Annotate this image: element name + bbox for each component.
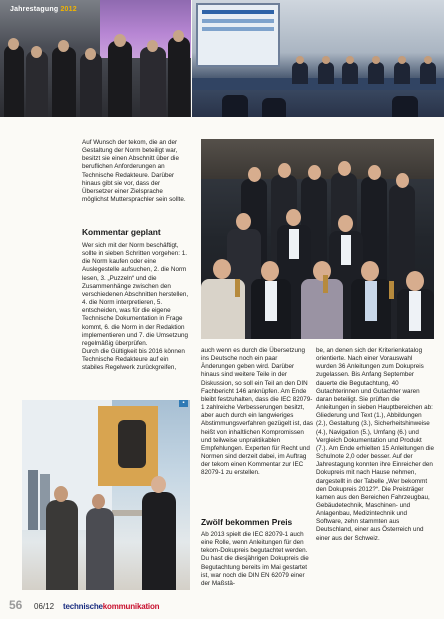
- article-paragraph: Ab 2013 spielt die IEC 82079-1 auch eine Rolle, wenn Anleitungen für den tekom-Dokupreis begutachtet werden. Du hast die diesjährigen Dokupreis die Begutachtung bereits im Mai gestartet ist, war noch die DIN EN 62079 einer der Maßstä-: [201, 531, 309, 587]
- issue-label: 06/12: [34, 602, 55, 611]
- exhibition-booth-photo: [22, 400, 190, 590]
- event-photo-panel: [192, 0, 444, 117]
- section-heading: Kommentar geplant: [82, 227, 161, 237]
- event-photo-audience: [0, 0, 191, 117]
- section-tag-year: 2012: [60, 6, 77, 13]
- award-winners-photo: [201, 139, 434, 339]
- article-paragraph: Wer sich mit der Norm beschäftigt, sollte in sieben Schritten vorgehen: 1. die Norm kaufen oder eine Auslegestelle aufsuchen, 2. die Norm lesen, 3. „Puzzeln“ und die Zusammenhänge zwischen den verschiedenen Abschnitten herstellen, 4. die Norm interpretieren, 5. entscheiden, was für die eigene Technische Dokumentation in Frage kommt, 6. die Norm in der Redaktion implementieren und 7. die Umsetzung regelmäßig überprüfen.: [82, 242, 189, 347]
- article-text-block: [82, 242, 191, 373]
- section-heading: Zwölf bekommen Preis: [201, 517, 293, 527]
- article-paragraph: Auf Wunsch der tekom, die an der Gestaltung der Norm beteiligt war, besitzt sie einen Abschnitt über die beruflichen Anforderungen an Technische Redakteure. Darüber hinaus gibt sie vor, dass der Übersetzer einer Zielsprache möglichst Muttersprachler sein sollte.: [82, 139, 186, 204]
- section-tag-label: Jahrestagung: [10, 6, 59, 13]
- article-paragraph: be, an denen sich der Kriterienkatalog orientierte. Nach einer Vorauswahl wurden 36 Anleitungen zum Dokupreis zugelassen. Bis Anfang September dauerte die Begutachtung, 40 Gutachterinnen und Gutachter waren daran beteiligt. Sie prüften die Anleitungen in sieben Hauptbereichen ab: Gliederung und Text (1.), Abbildungen (2.), Gestaltung (3.), Sicherheitshinweise (4.), Navigation (5.), Umfang (6.) und Vergleich Dokumentation und Produkt (7.). Am Ende erhielten 15 Anleitungen die Schulnote 2,0 oder besser. Auf der Jahrestagung konnten ihre Einreicher den Dokupreis mit nach Hause nehmen, dargestellt in der Tabelle „Wer bekommt den Dokupreis 2012?“. Die Preisträger kamen aus den Bereichen Fahrzeugbau, Gebäudetechnik, Maschinen- und Anlagenbau, Medizintechnik und Software, zehn stammten aus Deutschland, einer aus Österreich und einer aus der Schweiz.: [316, 347, 434, 542]
- article-paragraph: auch wenn es durch die Übersetzung ins Deutsche noch ein paar Änderungen geben wird. Darüber hinaus sind weitere Teile in der Diskussion, so soll ein Teil an den DIN Fachbericht 146 anknüpfen. Am Ende bleibt festzuhalten, dass die IEC 82079-1 zahlreiche Verbesserungen besitzt, aber auch durch ein langwieriges Abstimmungsverfahren gezügelt ist, das heißt von inhaltlichen Kompromissen und teilweise unpraktikablen Empfehlungen. Experten für Recht und Normen sind derzeit dabei, im Auftrag der tekom einen Kommentar zur IEC 82079-1 zu erstellen.: [201, 347, 314, 477]
- magazine-logo-part1: technische: [63, 602, 103, 611]
- article-paragraph: Durch die Gültigkeit bis 2016 können Technische Redakteure auf ein stabiles Regelwerk zurückgreifen,: [82, 348, 185, 372]
- magazine-logo: [63, 602, 159, 611]
- page-number: 56: [9, 598, 23, 612]
- section-tag: [10, 6, 77, 13]
- magazine-logo-part2: kommunikation: [102, 602, 160, 611]
- photo-icon: ▪: [179, 400, 188, 407]
